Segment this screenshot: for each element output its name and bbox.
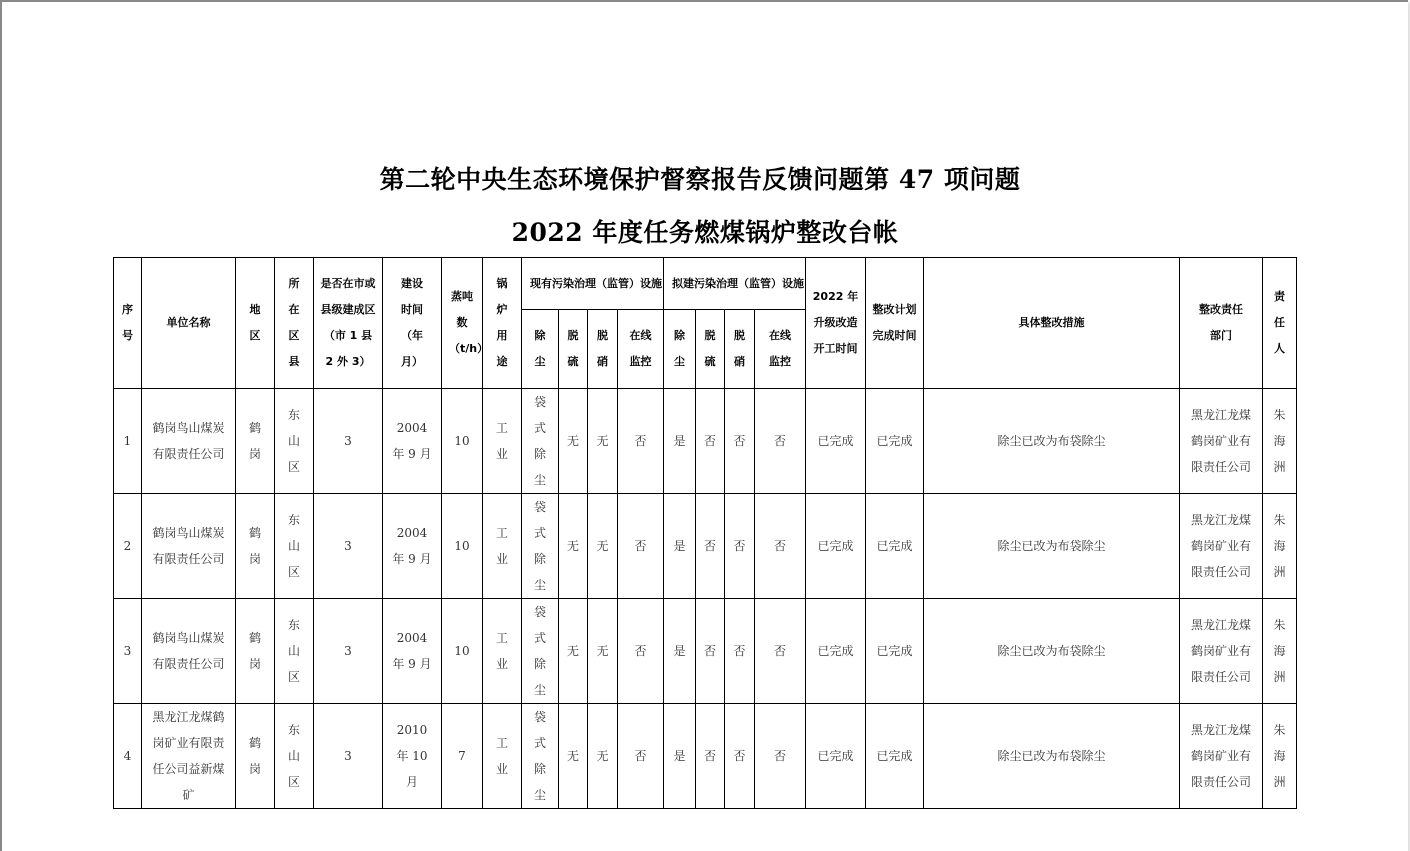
header-builtup: 是否在市或县级建成区（市 1 县 2 外 3） — [314, 258, 383, 389]
cell-tonnage: 10 — [442, 599, 483, 704]
cell-existing-monitor: 否 — [618, 599, 664, 704]
header-planned-monitor: 在线监控 — [755, 310, 806, 389]
cell-existing-desulf: 无 — [559, 389, 588, 494]
header-plan-done: 整改计划完成时间 — [866, 258, 924, 389]
header-tonnage: 蒸吨数（t/h） — [442, 258, 483, 389]
table-row — [114, 704, 1297, 809]
cell-unit: 鹤岗鸟山煤炭有限责任公司 — [142, 494, 236, 599]
header-seq: 序号 — [114, 258, 142, 389]
cell-seq: 4 — [114, 704, 142, 809]
header-region: 地区 — [236, 258, 275, 389]
table-row — [114, 599, 1297, 704]
cell-unit: 鹤岗鸟山煤炭有限责任公司 — [142, 599, 236, 704]
cell-existing-monitor: 否 — [618, 389, 664, 494]
header-existing-denitr: 脱硝 — [588, 310, 618, 389]
cell-existing-denitr: 无 — [588, 494, 618, 599]
cell-plan-done: 已完成 — [866, 494, 924, 599]
header-start-2022: 2022 年升级改造开工时间 — [806, 258, 866, 389]
header-county: 所在区县 — [275, 258, 314, 389]
cell-plan-done: 已完成 — [866, 704, 924, 809]
cell-unit: 黑龙江龙煤鹤岗矿业有限责任公司益新煤矿 — [142, 704, 236, 809]
cell-planned-monitor: 否 — [755, 599, 806, 704]
cell-planned-monitor: 否 — [755, 704, 806, 809]
cell-planned-denitr: 否 — [725, 494, 755, 599]
cell-dept: 黑龙江龙煤鹤岗矿业有限责任公司 — [1180, 389, 1263, 494]
cell-existing-dust: 袋式除尘 — [522, 599, 559, 704]
cell-build-time: 2004 年 9 月 — [383, 389, 442, 494]
cell-seq: 2 — [114, 494, 142, 599]
cell-unit: 鹤岗鸟山煤炭有限责任公司 — [142, 389, 236, 494]
header-planned-denitr: 脱硝 — [725, 310, 755, 389]
cell-planned-denitr: 否 — [725, 389, 755, 494]
cell-region: 鹤岗 — [236, 389, 275, 494]
boiler-ledger-table — [113, 257, 1297, 809]
cell-measures: 除尘已改为布袋除尘 — [924, 599, 1180, 704]
cell-existing-denitr: 无 — [588, 599, 618, 704]
cell-planned-dust: 是 — [664, 704, 696, 809]
cell-builtup: 3 — [314, 389, 383, 494]
cell-planned-desulf: 否 — [696, 389, 725, 494]
cell-builtup: 3 — [314, 494, 383, 599]
cell-existing-desulf: 无 — [559, 599, 588, 704]
cell-start-2022: 已完成 — [806, 704, 866, 809]
cell-region: 鹤岗 — [236, 599, 275, 704]
cell-build-time: 2004 年 9 月 — [383, 494, 442, 599]
header-usage: 锅炉用途 — [483, 258, 522, 389]
cell-planned-denitr: 否 — [725, 599, 755, 704]
cell-measures: 除尘已改为布袋除尘 — [924, 389, 1180, 494]
cell-usage: 工业 — [483, 494, 522, 599]
header-person: 责任人 — [1263, 258, 1297, 389]
cell-person: 朱海洲 — [1263, 599, 1297, 704]
header-planned-facilities: 拟建污染治理（监管）设施 — [664, 258, 806, 310]
cell-dept: 黑龙江龙煤鹤岗矿业有限责任公司 — [1180, 704, 1263, 809]
cell-county: 东山区 — [275, 599, 314, 704]
cell-planned-monitor: 否 — [755, 389, 806, 494]
cell-existing-desulf: 无 — [559, 704, 588, 809]
cell-county: 东山区 — [275, 704, 314, 809]
cell-usage: 工业 — [483, 704, 522, 809]
cell-start-2022: 已完成 — [806, 599, 866, 704]
cell-existing-desulf: 无 — [559, 494, 588, 599]
table-row — [114, 494, 1297, 599]
header-existing-desulf: 脱硫 — [559, 310, 588, 389]
cell-start-2022: 已完成 — [806, 389, 866, 494]
cell-start-2022: 已完成 — [806, 494, 866, 599]
cell-measures: 除尘已改为布袋除尘 — [924, 704, 1180, 809]
cell-planned-dust: 是 — [664, 494, 696, 599]
cell-plan-done: 已完成 — [866, 599, 924, 704]
cell-planned-desulf: 否 — [696, 599, 725, 704]
header-existing-dust: 除尘 — [522, 310, 559, 389]
cell-person: 朱海洲 — [1263, 704, 1297, 809]
header-existing-monitor: 在线监控 — [618, 310, 664, 389]
cell-tonnage: 7 — [442, 704, 483, 809]
header-measures: 具体整改措施 — [924, 258, 1180, 389]
cell-county: 东山区 — [275, 389, 314, 494]
header-unit: 单位名称 — [142, 258, 236, 389]
header-dept: 整改责任部门 — [1180, 258, 1263, 389]
cell-usage: 工业 — [483, 389, 522, 494]
cell-builtup: 3 — [314, 599, 383, 704]
document-subtitle: 2022 年度任务燃煤锅炉整改台帐 — [511, 218, 899, 247]
table-row — [114, 389, 1297, 494]
cell-build-time: 2010 年 10 月 — [383, 704, 442, 809]
cell-region: 鹤岗 — [236, 494, 275, 599]
cell-usage: 工业 — [483, 599, 522, 704]
cell-existing-denitr: 无 — [588, 704, 618, 809]
cell-existing-dust: 袋式除尘 — [522, 389, 559, 494]
cell-measures: 除尘已改为布袋除尘 — [924, 494, 1180, 599]
header-planned-desulf: 脱硫 — [696, 310, 725, 389]
cell-planned-monitor: 否 — [755, 494, 806, 599]
cell-seq: 1 — [114, 389, 142, 494]
cell-region: 鹤岗 — [236, 704, 275, 809]
document-title: 第二轮中央生态环境保护督察报告反馈问题第 47 项问题 — [379, 165, 1021, 194]
cell-tonnage: 10 — [442, 494, 483, 599]
cell-build-time: 2004 年 9 月 — [383, 599, 442, 704]
cell-planned-desulf: 否 — [696, 704, 725, 809]
cell-person: 朱海洲 — [1263, 389, 1297, 494]
header-planned-dust: 除尘 — [664, 310, 696, 389]
cell-existing-denitr: 无 — [588, 389, 618, 494]
cell-existing-monitor: 否 — [618, 704, 664, 809]
cell-tonnage: 10 — [442, 389, 483, 494]
cell-dept: 黑龙江龙煤鹤岗矿业有限责任公司 — [1180, 599, 1263, 704]
cell-planned-dust: 是 — [664, 389, 696, 494]
cell-plan-done: 已完成 — [866, 389, 924, 494]
cell-person: 朱海洲 — [1263, 494, 1297, 599]
cell-builtup: 3 — [314, 704, 383, 809]
cell-dept: 黑龙江龙煤鹤岗矿业有限责任公司 — [1180, 494, 1263, 599]
cell-planned-denitr: 否 — [725, 704, 755, 809]
cell-planned-dust: 是 — [664, 599, 696, 704]
cell-existing-monitor: 否 — [618, 494, 664, 599]
cell-existing-dust: 袋式除尘 — [522, 494, 559, 599]
cell-county: 东山区 — [275, 494, 314, 599]
cell-existing-dust: 袋式除尘 — [522, 704, 559, 809]
cell-planned-desulf: 否 — [696, 494, 725, 599]
cell-seq: 3 — [114, 599, 142, 704]
header-build-time: 建设时间（年月） — [383, 258, 442, 389]
header-existing-facilities: 现有污染治理（监管）设施 — [522, 258, 664, 310]
